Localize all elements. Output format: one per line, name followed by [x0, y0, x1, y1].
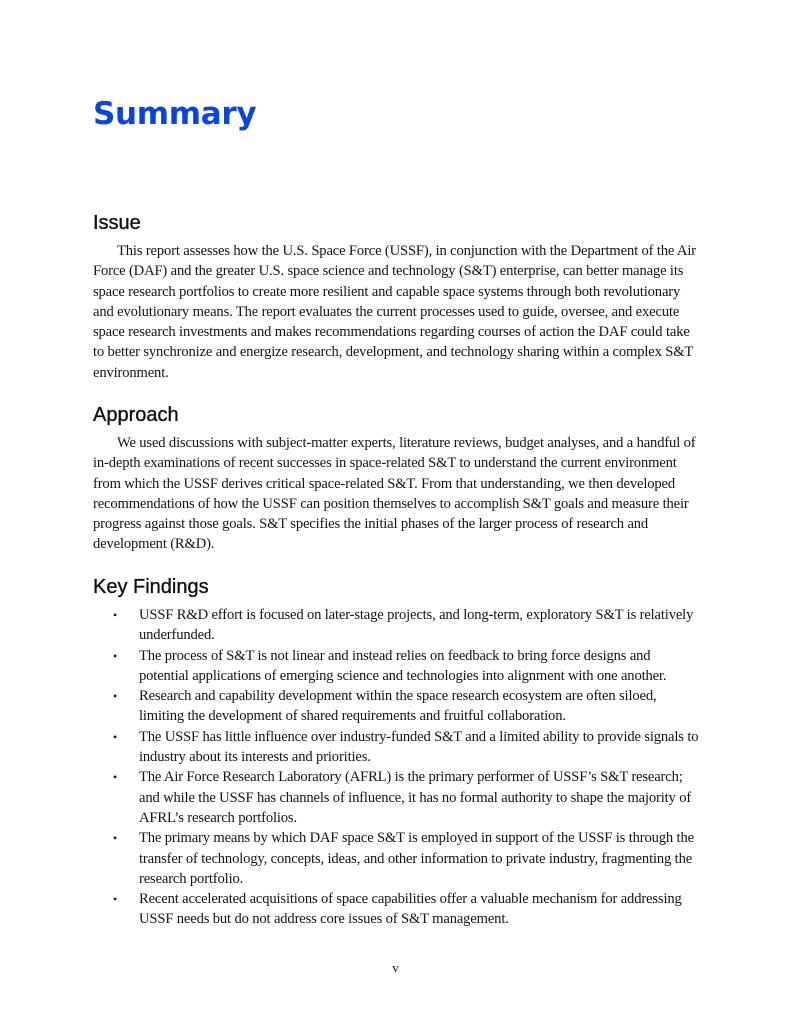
issue-paragraph: This report assesses how the U.S. Space Force (USSF), in conjunction with the Department of the Air Force (DAF) and the greater U.S. space science and technology (S&T) enterprise, can better manage its space research portfolios to create more resilient and capable space systems through both revolutionary and evolutionary means. The report evaluates the current processes used to guide, oversee, and execute space research investments and makes recommendations regarding courses of action the DAF could take to better synchronize and energize research, development, and technology sharing within a complex S&T environment. [93, 243, 696, 381]
finding-text: The primary means by which DAF space S&T is employed in support of the USSF is through the transfer of technology, concepts, ideas, and other information to private industry, fragmenting the research portfolio. [139, 830, 694, 887]
finding-text: The USSF has little influence over industry-funded S&T and a limited ability to provide signals to industry about its interests and priorities. [139, 728, 699, 766]
finding-text: The Air Force Research Laboratory (AFRL) is the primary performer of USSF’s S&T research; and while the USSF has channels of influence, it has no formal authority to shape the majority of AFRL’s research portfolios. [139, 769, 692, 826]
section-heading-key-findings: Key Findings [93, 576, 209, 598]
finding-text: Research and capability development within the space research ecosystem are often siloed, limiting the development of shared requirements and fruitful collaboration. [139, 688, 657, 725]
finding-item [93, 727, 703, 768]
section-issue [93, 210, 703, 383]
section-heading-approach: Approach [93, 404, 179, 426]
bullet-icon: • [113, 770, 118, 785]
page-title: Summary [93, 96, 257, 132]
bullet-icon: • [113, 608, 118, 622]
key-findings-list [93, 605, 703, 930]
bullet-icon: • [113, 648, 118, 663]
bullet-icon: • [113, 689, 118, 704]
section-heading-issue: Issue [93, 212, 141, 234]
section-key-findings [93, 574, 703, 930]
finding-item [93, 767, 703, 828]
page-number: v [392, 960, 399, 975]
finding-item [93, 686, 703, 727]
section-approach [93, 402, 703, 555]
finding-text: The process of S&T is not linear and instead relies on feedback to bring force designs and potential applications of emerging science and technologies into alignment with one another. [139, 647, 667, 684]
finding-item [93, 646, 703, 687]
finding-text: USSF R&D effort is focused on later-stage projects, and long-term, exploratory S&T is relatively underfunded. [139, 607, 694, 644]
finding-item [93, 828, 703, 889]
finding-item [93, 605, 703, 646]
finding-text: Recent accelerated acquisitions of space capabilities offer a valuable mechanism for addressing USSF needs but do not address core issues of S&T management. [139, 891, 682, 928]
bullet-icon: • [113, 729, 118, 744]
bullet-icon: • [113, 892, 118, 907]
approach-paragraph: We used discussions with subject-matter experts, literature reviews, budget analyses, and a handful of in-depth examinations of recent successes in space-related S&T to understand the current environment from which the USSF derives critical space-related S&T. From that understanding, we then developed recommendations of how the USSF can position themselves to accomplish S&T goals and measure their progress against those goals. S&T specifies the initial phases of the larger process of research and development (R&D). [93, 435, 696, 553]
bullet-icon: • [113, 831, 118, 846]
finding-item [93, 889, 703, 930]
